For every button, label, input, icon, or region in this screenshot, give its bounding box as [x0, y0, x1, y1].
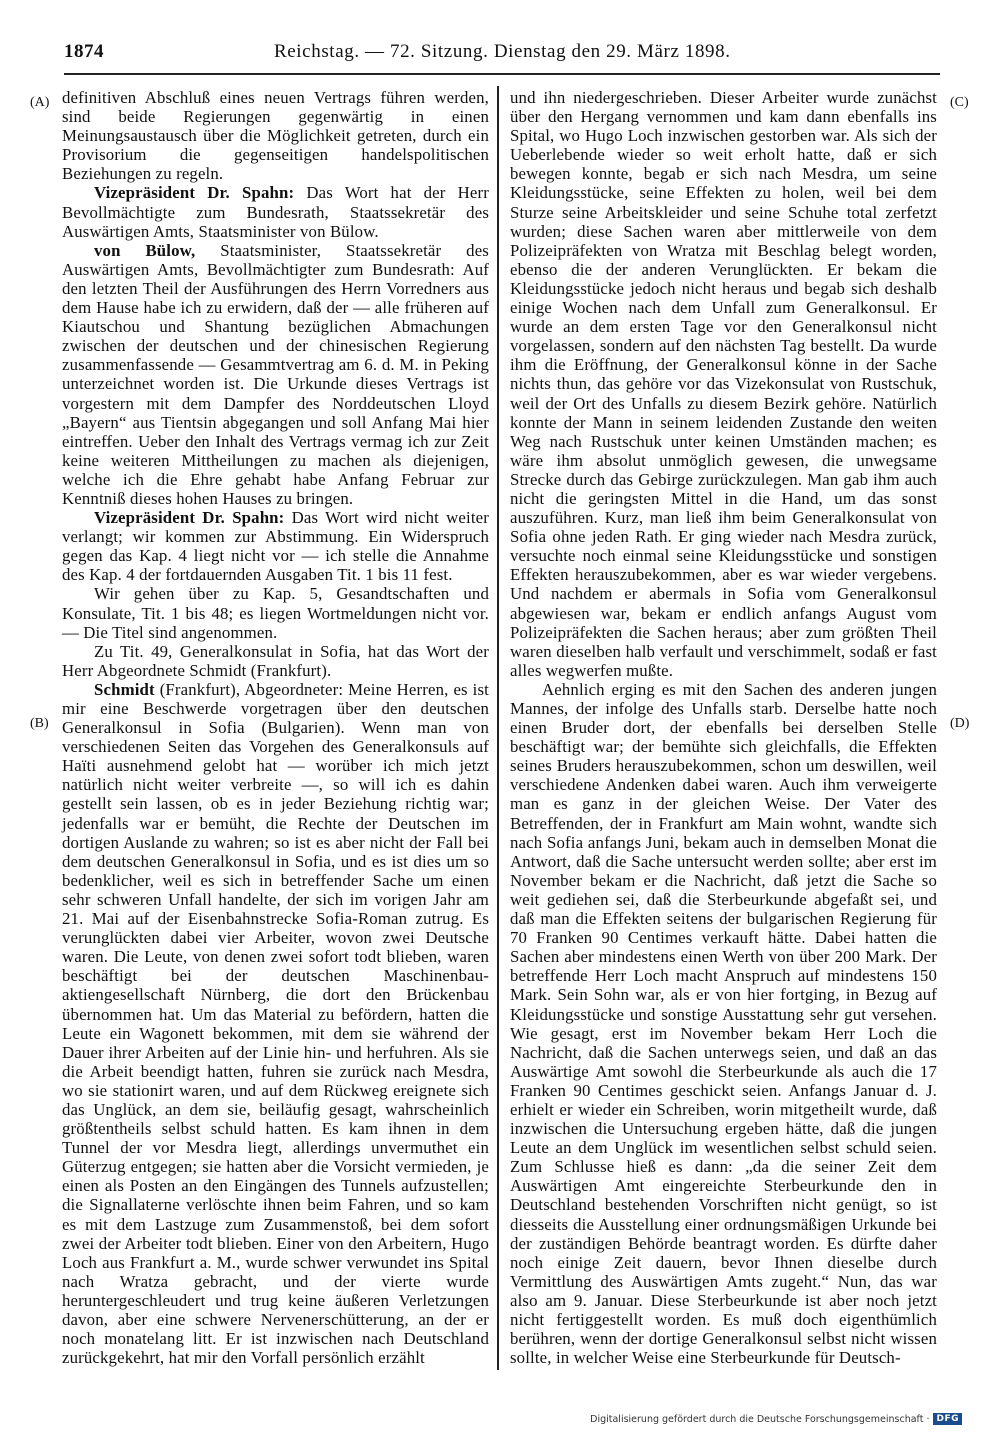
paragraph-text: Das Wort wird nicht weiter verlangt; wir kommen zur Abstimmung. Ein Widerspruch gegen das Kap. 4 liegt nicht vor — ich stelle die Annahme des Kap. 4 der fortdauernden Ausgaben Tit. 1 bis 11 fest. — [62, 508, 489, 585]
digitization-credit — [590, 1413, 962, 1425]
paragraph: Aehnlich erging es mit den Sachen des anderen jungen Mannes, der infolge des Unfalls starb. Derselbe hatte noch einen Bruder dort, der ebenfalls bei derselben Stelle beschäftigt war; der bemühte sich gleichfalls, die Effekten seines Bruders herauszubekommen, schon um deswillen, weil verschiedene Andenken dabei waren. Auch ihm verweigerte man es ganz in der gleichen Weise. Der Vater des Betreffenden, der in Frankfurt am Main wohnt, wandte sich nach Sofia anfangs Juni, bekam auch in demselben Monat die Antwort, daß die Sache untersucht werden sollte; aber erst im November bekam er die Nachricht, daß jetzt die Sache so weit gediehen sei, daß die Sterbeurkunde abgefaßt sei, und daß man die Effekten seitens der bulgarischen Regierung für 70 Franken 90 Centimes verkauft hätte. Dabei hatten die Sachen aber mindestens einen Werth von über 200 Mark. Der betreffende Herr Loch macht Anspruch auf mindestens 150 Mark. Sein Sohn war, als er von hier fortging, in Bezug auf Kleidungsstücke und sonstige Ausstattung sehr gut versehen. Wie gesagt, erst im November bekam Herr Loch die Nachricht, daß die Sachen unterwegs seien, und daß an das Auswärtige Amt sowohl die Sterbeurkunde als auch die 17 Franken 90 Centimes geschickt seien. Anfangs Januar d. J. erhielt er wieder ein Schreiben, worin mitgetheilt wurde, daß inzwischen die Untersuchung ergeben hätte, daß die jungen Leute an dem Unglück im wesentlichen selbst schuld seien. Zum Schlusse hieß es dann: „da die seiner Zeit dem Auswärtigen Amt eingereichte Sterbeurkunde den in Deutschland bestehenden Vorschriften nicht genügt, so ist diesseits die Ausstellung einer ordnungsmäßigen Urkunde bei der zuständigen Behörde beantragt worden. Es dürfte daher noch einige Zeit dauern, bevor Ihnen dieselbe durch Vermittlung des Auswärtigen Amts zugeht.“ Nun, das war also am 9. Januar. Diese Sterbeurkunde ist aber noch jetzt nicht fertiggestellt worden. Es muß doch eigenthümlich berühren, wenn der dortige Generalkonsul selbst nicht wissen sollte, in welcher Weise eine Sterbeurkunde für Deutsch- — [510, 679, 937, 1368]
paragraph-text: (Frankfurt), Abgeordneter: Meine Herren, es ist mir eine Beschwerde vorgetragen über den deutschen Generalkonsul in Sofia (Bulgarien). Wenn man von verschiedenen Seiten das Vorgehen des Generalkonsuls auf Haïti ausnehmend gelobt hat — worüber ich mich jetzt natürlich nicht weiter verbreite —, so will ich es dahin gestellt sein lassen, ob es in jeder Beziehung richtig war; jedenfalls war er bemüht, die Rechte der Deutschen im dortigen Auslande zu wahren; so ist es aber nicht der Fall bei dem deutschen Generalkonsul in Sofia, und es ist dies um so bedenklicher, weil es sich in betreffender Sache um einen sehr schweren Unfall handelte, der sich im vorigen Jahr am 21. Mai auf der Eisenbahnstrecke Sofia-Roman zutrug. Es verunglückten dabei vier Arbeiter, wovon zwei Deutsche waren. Die Leute, von denen zwei sofort todt blieben, waren beschäftigt bei der deutschen Maschinenbau-aktiengesellschaft Nürnberg, die dort den Brückenbau übernommen hat. Um das Material zu befördern, hatten die Leute ein Wagonett bekommen, mit dem sie während der Dauer ihrer Arbeiten auf der Linie hin- und herfuhren. Als sie die Arbeit beendigt hatten, fuhren sie zurück nach Mesdra, wo sie stationirt waren, und auf dem Rückweg ereignete sich das Unglück, an dem sie, beiläufig gesagt, wahrscheinlich größtentheils selbst schuld hatten. Es kam ihnen in dem Tunnel der vor Mesdra liegt, allerdings unvermuthet ein Güterzug entgegen; sie hatten aber die Vorsicht vermieden, je einen als Posten an den Eingängen des Tunnels aufzustellen; die Signallaterne verlöschte ihnen beim Fahren, und so kam es mit dem Lastzuge zum Zusammenstoß, bei dem sofort zwei der Arbeiter todt blieben. Einer von den Arbeitern, Hugo Loch aus Frankfurt a. M., wurde schwer verwundet ins Spital nach Wratza gebracht, und der vierte wurde heruntergeschleudert und trug keine äußeren Verletzungen davon, aber eine schwere Nervenerschütterung, an der er noch monatelang litt. Er ist inzwischen nach Deutschland zurückgekehrt, hat mir den Vorfall persönlich erzählt — [62, 679, 489, 1368]
paragraph: und ihn niedergeschrieben. Dieser Arbeiter wurde zunächst über den Hergang vernommen und kam dann ebenfalls ins Spital, wo Hugo Loch inzwischen gestorben war. Als sich der Ueberlebende wieder so weit erholt hatte, daß er sich bewegen konnte, begab er sich nach Mesdra, um seine Kleidungsstücke, seine Effekten zu holen, weil bei dem Sturze seine Arbeitskleider und seine Schuhe total zerfetzt wurden; diese Sachen waren aber mittlerweile von dem Polizeipräfekten von Wratza mit Beschlag belegt worden, ebenso die der anderen Verunglückten. Er bekam die Kleidungsstücke jedoch nicht heraus und begab sich deshalb einige Wochen nach dem Unfall zum Generalkonsul. Er wurde an dem ersten Tage vor den Generalkonsul nicht vorgelassen, sondern auf den nächsten Tag bestellt. Da wurde ihm die Eröffnung, der Generalkonsul könne in der Sache nichts thun, das gehöre vor das Vizekonsulat von Rustschuk, weil der Ort des Unfalls zu diesem Bezirk gehöre. Natürlich konnte der Mann in seinem leidenden Zustande den weiten Weg nach Rustschuk unter keinen Umständen machen; es wäre ihm absolut unmöglich gewesen, die unwegsame Strecke durch das Gebirge zurückzulegen. Man gab ihm auch nicht die geringsten Mittel in die Hand, um das sonst auszuführen. Kurz, man ließ ihm beim Generalkonsulat von Sofia ohne jeden Rath. Er ging wieder nach Mesdra zurück, versuchte noch einmal seine Kleidungsstücke und sonstigen Effekten herauszubekommen, aber es war wieder vergebens. Und nachdem er abermals in Sofia vom Generalkonsul abgewiesen war, bekam er endlich anfangs August vom Polizeipräfekten die Sachen heraus; aber zum größten Theil waren dieselben halb verfault und verschimmelt, sodaß er fast alles wegwerfen mußte. — [510, 88, 937, 680]
credit-text: Digitalisierung gefördert durch die Deutsche Forschungsgemeinschaft · — [590, 1413, 930, 1425]
margin-marker-c: (C) — [950, 95, 969, 110]
paragraph: Zu Tit. 49, Generalkonsulat in Sofia, hat das Wort der Herr Abgeordnete Schmidt (Frankfurt). — [62, 641, 489, 680]
running-title: Reichstag. — 72. Sitzung. Dienstag den 29. März 1898. — [274, 41, 731, 62]
margin-marker-a: (A) — [30, 95, 50, 110]
paragraph-text: Staatsminister, Staatssekretär des Auswärtigen Amts, Bevollmächtigter zum Bundesrath: Auf den letzten Theil der Ausführungen des Herrn Vorredners aus dem Hause habe ich zu erwidern, daß der — alle früheren auf Kiautschou und Shantung bezüglichen Abmachungen zwischen der deutschen und der chinesischen Regierung zusammenfassende — Gesammtvertrag am 6. d. M. in Peking unterzeichnet worden ist. Die Urkunde dieses Vertrags ist vorgestern mit dem Dampfer des Norddeutschen Lloyd „Bayern“ aus Tientsin abgegangen und soll Anfang Mai hier eintreffen. Ueber den Inhalt des Vertrags vermag ich zur Zeit keine weiteren Mittheilungen zu machen als diejenigen, welche ich die Ehre gehabt habe Anfang Februar zur Kenntniß dieses hohen Hauses zu bringen. — [62, 240, 489, 508]
speaker-name: von Bülow, — [94, 240, 196, 260]
column-divider — [497, 86, 499, 1370]
paragraph: Wir gehen über zu Kap. 5, Gesandtschaften und Konsulate, Tit. 1 bis 48; es liegen Wortmeldungen nicht vor. — Die Titel sind angenommen. — [62, 584, 489, 642]
page-header — [64, 41, 940, 71]
left-column — [62, 88, 489, 1367]
paragraph — [62, 183, 489, 240]
paragraph — [62, 241, 489, 508]
paragraph — [62, 680, 489, 1367]
paragraph-text: Das Wort hat der Herr Bevollmächtigte zum Bundesrath, Staatssekretär des Auswärtigen Amts, Staatsminister von Bülow. — [62, 183, 489, 241]
paragraph: definitiven Abschluß eines neuen Vertrags führen werden, sind beide Regierungen gegenwärtig in einen Meinungsaustausch über die Möglichkeit getreten, durch ein Provisorium die gegenseitigen handelspolitischen Beziehungen zu regeln. — [62, 88, 489, 184]
paragraph — [62, 508, 489, 584]
speaker-name: Vizepräsident Dr. Spahn: — [94, 183, 295, 203]
margin-marker-b: (B) — [30, 716, 49, 731]
page-number: 1874 — [64, 41, 104, 62]
margin-marker-d: (D) — [950, 716, 970, 731]
header-rule — [64, 73, 940, 75]
right-column — [510, 88, 937, 1367]
speaker-name: Vizepräsident Dr. Spahn: — [94, 508, 285, 528]
dfg-logo: DFG — [933, 1413, 962, 1425]
speaker-name: Schmidt — [94, 679, 155, 699]
